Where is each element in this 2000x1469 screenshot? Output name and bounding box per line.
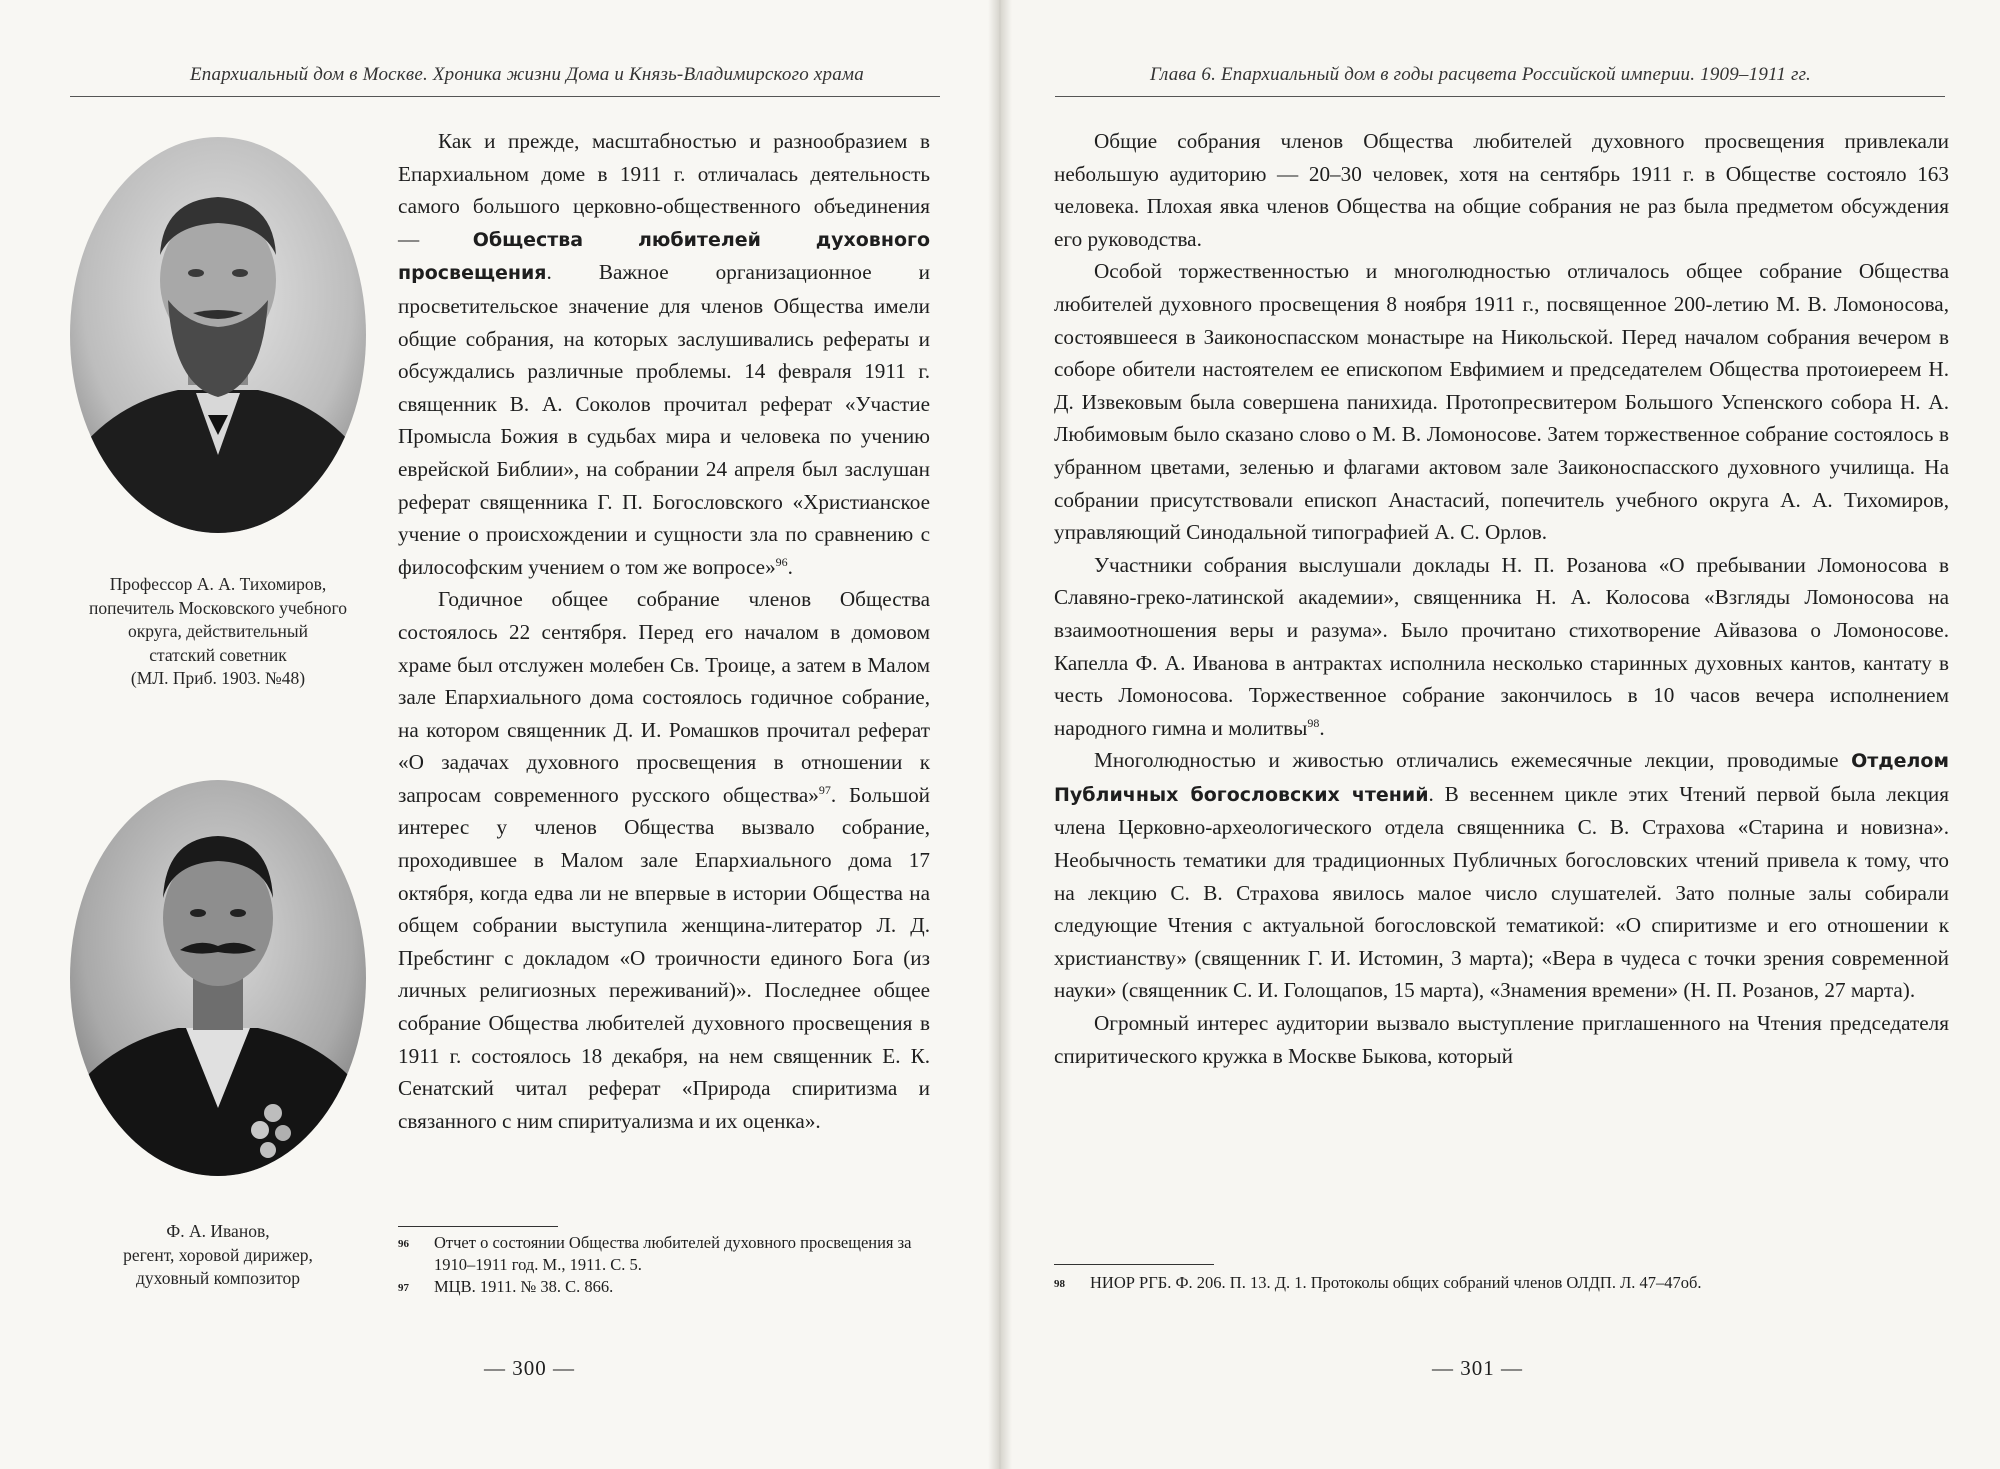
paragraph: Огромный интерес аудитории вызвало выступление приглашенного на Чтения председателя спиритического кружка в Москве Быкова, который xyxy=(1054,1011,1949,1068)
page-number-left: — 300 — xyxy=(484,1356,575,1380)
paragraph: Многолюдностью и живостью отличались ежемесячные лекции, проводимые Отделом Публичных богословских чтений. В весеннем цикле этих Чтений первой была лекция члена Церковно-археологического отдела священника С. В. Страхова «Старина и новизна». Необычность тематики для традиционных Публичных богословских чтений привела к тому, что на лекцию С. В. Страхова явилось малое число слушателей. Зато полные залы собирали следующие Чтения с актуальной богословской тематикой: «О спиритизме и его отношении к христианству» (священник Г. И. Истомин, 3 марта); «Вера в чудеса с точки зрения современной науки» (священник С. И. Голощапов, 15 марта), «Знамения времени» (Н. П. Розанов, 27 марта). xyxy=(1054,748,1949,1003)
footnote: 96 Отчет о состоянии Общества любителей духовного просвещения за 1910–1911 год. М., 1911. С. 5. xyxy=(398,1233,912,1274)
header-rule xyxy=(1055,96,1945,97)
portrait-tikhomirov xyxy=(68,135,368,535)
left-running-head: Епархиальный дом в Москве. Хроника жизни Дома и Князь-Владимирского храма xyxy=(190,64,864,85)
paragraph: Особой торжественностью и многолюдностью отличалось общее собрание Общества любителей духовного просвещения 8 ноября 1911 г., посвященное 200-летию М. В. Ломоносова, состоявшееся в Заиконоспасском монастыре на Никольской. Перед началом собрания вечером в соборе обители настоятелем ее епископом Евфимием и председателем Общества протоиереем Н. Д. Извековым была совершена панихида. Протопресвитером Большого Успенского собора Н. А. Любимовым было сказано слово о М. В. Ломоносове. Затем торжественное собрание состоялось в убранном цветами, зеленью и флагами актовом зале Заиконоспасского духовного училища. На собрании присутствовали епископ Анастасий, попечитель учебного округа А. А. Тихомиров, управляющий Синодальной типографией А. С. Орлов. xyxy=(1054,259,1949,545)
paragraph: Годичное общее собрание членов Общества состоялось 22 сентября. Перед его началом в домовом храме был отслужен молебен Св. Троице, а затем в Малом зале Епархиального дома состоялось годичное собрание, на котором священник Д. И. Ромашков прочитал реферат «О задачах духовного просвещения в отношении к запросам современного русского общества»$^{97}$. Большой интерес у членов Общества вызвало собрание, проходившее в Малом зале Епархиального дома 17 октября, когда едва ли не впервые в истории Общества на общем собрании выступила женщина-литератор Л. Д. Пребстинг с докладом «О троичности единого Бога (из личных религиозных переживаний)». Последнее общее собрание Общества любителей духовного просвещения в 1911 г. состоялось 18 декабря, на нем священник Е. К. Сенатский читал реферат «Природа спиритизма и связанного с ним спиритуализма и их оценка». xyxy=(398,587,930,1133)
right-page xyxy=(1000,0,2000,1469)
right-running-head: Глава 6. Епархиальный дом в годы расцвета Российской империи. 1909–1911 гг. xyxy=(1150,64,1811,85)
header-rule xyxy=(70,96,940,97)
right-body-text xyxy=(1054,125,1949,1072)
paragraph: Как и прежде, масштабностью и разнообразием в Епархиальном доме в 1911 г. отличалась деятельность самого большого церковно-общественного объединения — Общества любителей духовного просвещения. Важное организационное и просветительское значение для членов Общества имели общие собрания, на которых заслушивались рефераты и обсуждались различные проблемы. 14 февраля 1911 г. священник В. А. Соколов прочитал реферат «Участие Промысла Божия в судьбах мира и человека по учению еврейской Библии», на собрании 24 апреля был заслушан реферат священника Г. П. Богословского «Христианское учение о происхождении и сущности зла по сравнению с философским учением о том же вопросе»$^{96}$. xyxy=(398,129,930,579)
caption-ivanov: Ф. А. Иванов, регент, хоровой дирижер, духовный композитор xyxy=(123,1221,313,1288)
portrait-ivanov xyxy=(68,778,368,1178)
footnote-rule xyxy=(398,1226,558,1227)
paragraph: Участники собрания выслушали доклады Н. П. Розанова «О пребывании Ломоносова в Славяно-греко-латинской академии», священника Н. А. Колосова «Взгляды Ломоносова на взаимоотношения веры и разума». Было прочитано стихотворение Айвазова о Ломоносове. Капелла Ф. А. Иванова в антрактах исполнила несколько старинных духовных кантов, кантату в честь Ломоносова. Торжественное собрание закончилось в 10 часов вечера исполнением народного гимна и молитвы$^{98}$. xyxy=(1054,552,1949,740)
right-footnotes xyxy=(1054,1272,1944,1295)
footnote: 98 НИОР РГБ. Ф. 206. П. 13. Д. 1. Протоколы общих собраний членов ОЛДП. Л. 47–47об. xyxy=(1054,1273,1702,1292)
book-gutter xyxy=(988,0,1012,1469)
paragraph: Общие собрания членов Общества любителей духовного просвещения привлекали небольшую аудиторию — 20–30 человек, хотя на сентябрь 1911 г. в Обществе состояло 163 человека. Плохая явка членов Общества на общие собрания не раз была предметом обсуждения его руководства. xyxy=(1054,129,1949,251)
page-number-right: — 301 — xyxy=(1432,1356,1523,1380)
footnote: 97 МЦВ. 1911. № 38. С. 866. xyxy=(398,1277,614,1296)
left-footnotes xyxy=(398,1232,938,1299)
left-body-text xyxy=(398,125,930,1137)
footnote-rule xyxy=(1054,1264,1214,1265)
caption-tikhomirov: Профессор А. А. Тихомиров, попечитель Московского учебного округа, действительный статский советник (МЛ. Приб. 1903. №48) xyxy=(89,574,347,688)
